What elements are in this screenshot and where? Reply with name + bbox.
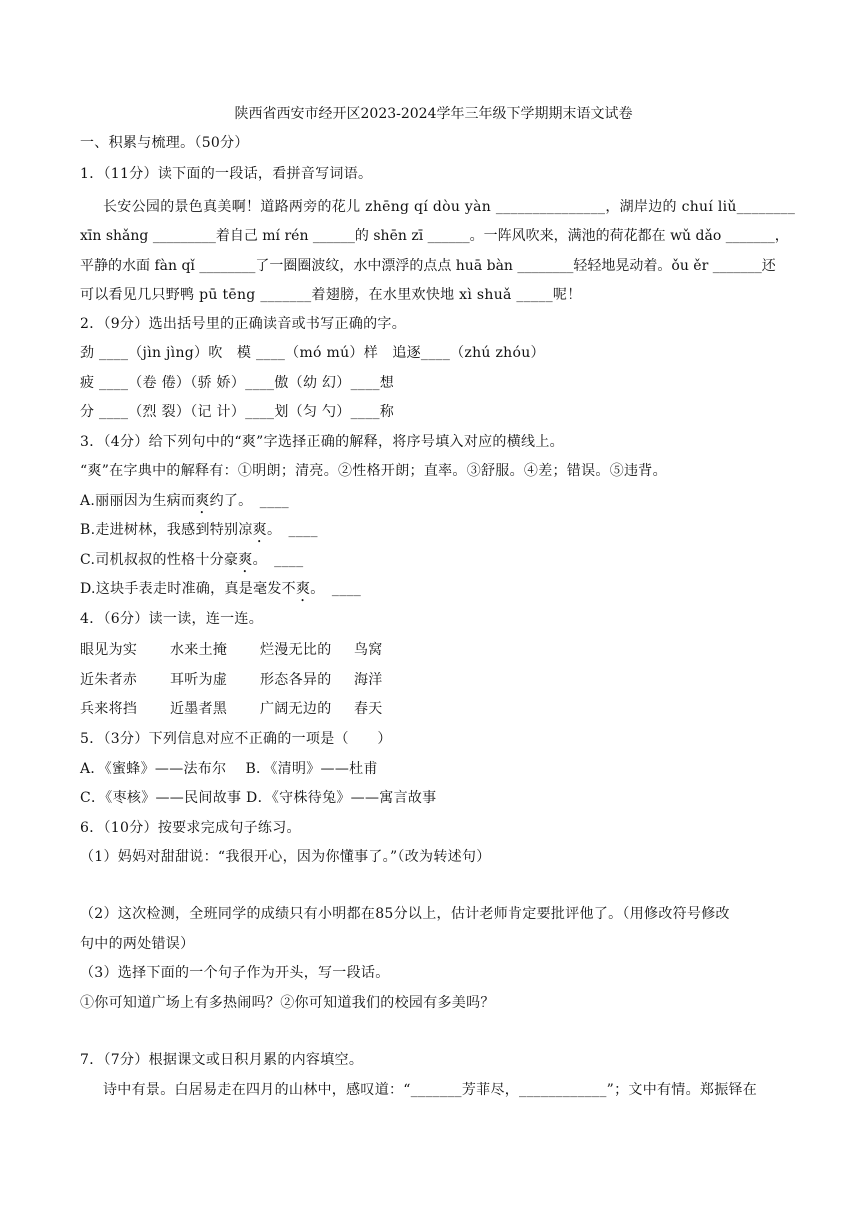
q6-sub-3-options: ①你可知道广场上有多热闹吗？②你可知道我们的校园有多美吗？	[80, 995, 495, 1011]
exam-title: 陕西省西安市经开区2023-2024学年三年级下学期期末语文试卷	[234, 106, 633, 122]
q4-cell: 兵来将挡	[80, 701, 138, 717]
q4-cell: 眼见为实	[80, 642, 138, 658]
q3-item-c-tail: 。 ____	[252, 552, 304, 568]
q1-paragraph-line-2: xīn shǎng _________着自己 mí rén ______的 shēn zī ______。一阵风吹来，满池的荷花都在 wǔ dǎo _______，	[80, 228, 789, 244]
q3-item-c-keyword: 爽	[238, 552, 253, 568]
q3-item-d-keyword: 爽	[295, 581, 311, 597]
q4-row	[80, 640, 383, 660]
q5-stem: 5．（3分）下列信息对应不正确的一项是（ ）	[80, 731, 392, 747]
q4-row	[80, 670, 383, 690]
section-heading: 一、积累与梳理。（50分）	[80, 135, 249, 151]
q4-cell: 形态各异的	[260, 672, 332, 688]
q3-item-c	[80, 550, 303, 576]
q3-item-b	[80, 520, 318, 546]
q1-paragraph-line-4: 可以看见几只野鸭 pū tēng _______着翅膀，在水里欢快地 xì shuǎ _____呢！	[80, 287, 582, 303]
q3-item-a-keyword: 爽	[195, 493, 210, 509]
q6-sub-1: （1）妈妈对甜甜说：“我很开心，因为你懂事了。”（改为转述句）	[80, 849, 491, 865]
q2-row-3: 分 ____（烈 裂）（记 计）____划（匀 勺）____称	[80, 404, 395, 420]
q7-stem: 7．（7分）根据课文或日积月累的内容填空。	[80, 1052, 364, 1068]
q4-cell: 烂漫无比的	[260, 642, 332, 658]
q2-row-1: 劲 ____（jìn jìng）吹 模 ____（mó mú）样 追逐____（zhú zhóu）	[80, 345, 545, 361]
q4-cell: 耳听为虚	[170, 672, 228, 688]
q3-item-a-tail: 约了。 ____	[209, 493, 289, 509]
q3-item-c-text: C.司机叔叔的性格十分豪	[80, 552, 239, 568]
q7-paragraph-line-1: 诗中有景。白居易走在四月的山林中，感叹道：“_______芳菲尽，____________”；文中有情。郑振铎在	[103, 1082, 758, 1098]
q6-sub-2-line-1: （2）这次检测，全班同学的成绩只有小明都在85分以上，估计老师肯定要批评他了。（用修改符号修改	[80, 906, 730, 922]
q4-cell: 近墨者黑	[170, 701, 228, 717]
q1-paragraph-line-3: 平静的水面 fàn qǐ ________了一圈圈波纹，水中漂浮的点点 huā bàn ________轻轻地晃动着。ǒu ěr _______还	[80, 258, 776, 274]
q4-cell: 广阔无边的	[260, 701, 332, 717]
q3-meanings: “爽”在字典中的解释有：①明朗；清亮。②性格开朗；直率。③舒服。④差；错误。⑤违背。	[80, 463, 667, 479]
q2-stem: 2．（9分）选出括号里的正确读音或书写正确的字。	[80, 316, 407, 332]
q3-item-b-text: B.走进树林，我感到特别凉	[80, 522, 253, 538]
q3-item-b-tail: 。 ____	[266, 522, 318, 538]
q3-stem: 3．（4分）给下列句中的“爽”字选择正确的解释，将序号填入对应的横线上。	[80, 434, 564, 450]
q4-cell: 鸟窝	[354, 642, 383, 658]
q4-stem: 4．（6分）读一读，连一连。	[80, 611, 264, 627]
q3-item-d	[80, 579, 361, 605]
q2-row-2: 疲 ____（卷 倦）（骄 娇）____傲（幼 幻）____想	[80, 375, 395, 391]
q6-stem: 6．（10分）按要求完成句子练习。	[80, 820, 301, 836]
q5-options-ab: A．《蜜蜂》——法布尔 B．《清明》——杜甫	[80, 761, 378, 777]
q3-item-d-text: D.这块手表走时准确，真是毫发不	[80, 581, 296, 597]
q1-stem: 1．（11分）读下面的一段话，看拼音写词语。	[80, 166, 373, 182]
q3-item-a-text: A.丽丽因为生病而	[80, 493, 196, 509]
q5-options-cd: C．《枣核》——民间故事 D．《守株待兔》——寓言故事	[80, 790, 437, 806]
q3-item-d-tail: 。 ____	[310, 581, 362, 597]
q6-sub-3: （3）选择下面的一个句子作为开头，写一段话。	[80, 965, 390, 981]
q3-item-a	[80, 491, 289, 517]
q4-cell: 近朱者赤	[80, 672, 138, 688]
q1-paragraph-line-1: 长安公园的景色真美啊！道路两旁的花儿 zhēng qí dòu yàn _______________，湖岸边的 chuí liǔ________	[103, 199, 796, 215]
q4-row	[80, 699, 383, 719]
q4-cell: 海洋	[354, 672, 383, 688]
q3-item-b-keyword: 爽	[252, 522, 267, 538]
q6-sub-2-line-2: 句中的两处错误）	[80, 936, 195, 952]
q4-cell: 春天	[354, 701, 383, 717]
q4-cell: 水来土掩	[170, 642, 228, 658]
